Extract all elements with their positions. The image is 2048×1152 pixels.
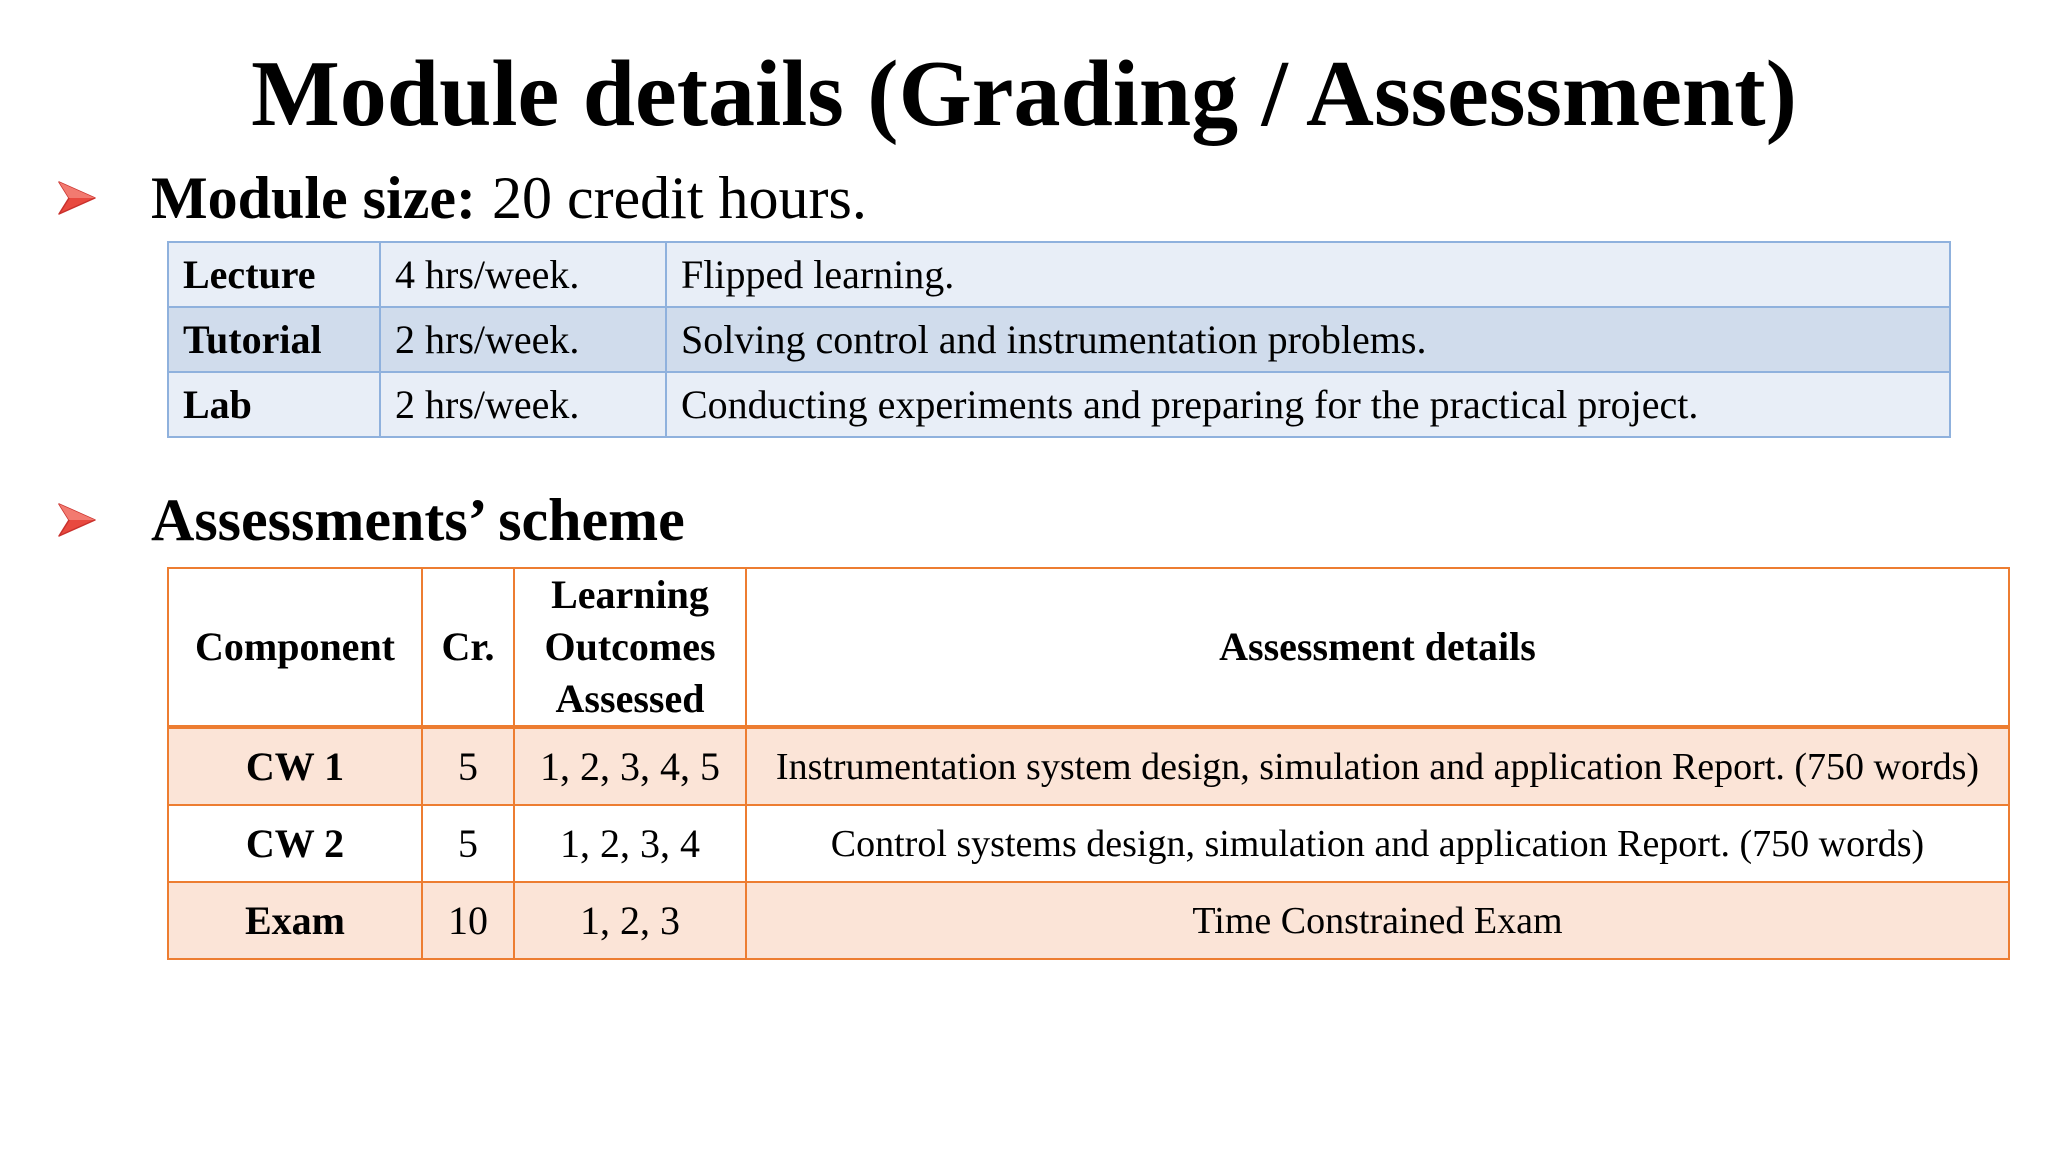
module-schedule-table xyxy=(167,241,1951,438)
table-header-row xyxy=(168,568,2009,727)
header-outcomes-line: Assessed xyxy=(555,676,705,721)
credits-cell: 10 xyxy=(422,882,514,959)
assessments-heading: Assessments’ scheme xyxy=(151,486,685,553)
details-cell: Time Constrained Exam xyxy=(746,882,2009,959)
outcomes-cell: 1, 2, 3, 4 xyxy=(514,805,746,882)
module-size-label: Module size: xyxy=(151,164,476,231)
header-outcomes-line: Outcomes xyxy=(544,624,716,669)
header-learning-outcomes xyxy=(514,568,746,727)
component-cell: CW 2 xyxy=(168,805,422,882)
schedule-description-cell: Solving control and instrumentation problems. xyxy=(666,307,1950,372)
table-row xyxy=(168,727,2009,805)
header-component: Component xyxy=(168,568,422,727)
component-cell: CW 1 xyxy=(168,727,422,805)
table-row xyxy=(168,882,2009,959)
table-row xyxy=(168,805,2009,882)
outcomes-cell: 1, 2, 3, 4, 5 xyxy=(514,727,746,805)
schedule-type-cell: Lab xyxy=(168,372,380,437)
header-credits: Cr. xyxy=(422,568,514,727)
slide-title: Module details (Grading / Assessment) xyxy=(251,42,1797,146)
table-row xyxy=(168,242,1950,307)
table-row xyxy=(168,372,1950,437)
details-cell: Instrumentation system design, simulation and application Report. (750 words) xyxy=(746,727,2009,805)
credits-cell: 5 xyxy=(422,727,514,805)
header-assessment-details: Assessment details xyxy=(746,568,2009,727)
schedule-hours-cell: 2 hrs/week. xyxy=(380,372,666,437)
module-size-bullet xyxy=(151,162,867,234)
schedule-hours-cell: 2 hrs/week. xyxy=(380,307,666,372)
header-outcomes-line: Learning xyxy=(551,572,709,617)
credits-cell: 5 xyxy=(422,805,514,882)
component-cell: Exam xyxy=(168,882,422,959)
assessment-scheme-table xyxy=(167,567,2010,960)
assessments-bullet xyxy=(151,484,685,556)
outcomes-cell: 1, 2, 3 xyxy=(514,882,746,959)
module-size-value: 20 credit hours. xyxy=(491,164,867,231)
schedule-hours-cell: 4 hrs/week. xyxy=(380,242,666,307)
schedule-description-cell: Conducting experiments and preparing for the practical project. xyxy=(666,372,1950,437)
arrowhead-bullet-icon xyxy=(55,176,99,220)
schedule-type-cell: Tutorial xyxy=(168,307,380,372)
schedule-type-cell: Lecture xyxy=(168,242,380,307)
arrowhead-bullet-icon xyxy=(55,498,99,542)
schedule-description-cell: Flipped learning. xyxy=(666,242,1950,307)
details-cell: Control systems design, simulation and application Report. (750 words) xyxy=(746,805,2009,882)
table-row xyxy=(168,307,1950,372)
